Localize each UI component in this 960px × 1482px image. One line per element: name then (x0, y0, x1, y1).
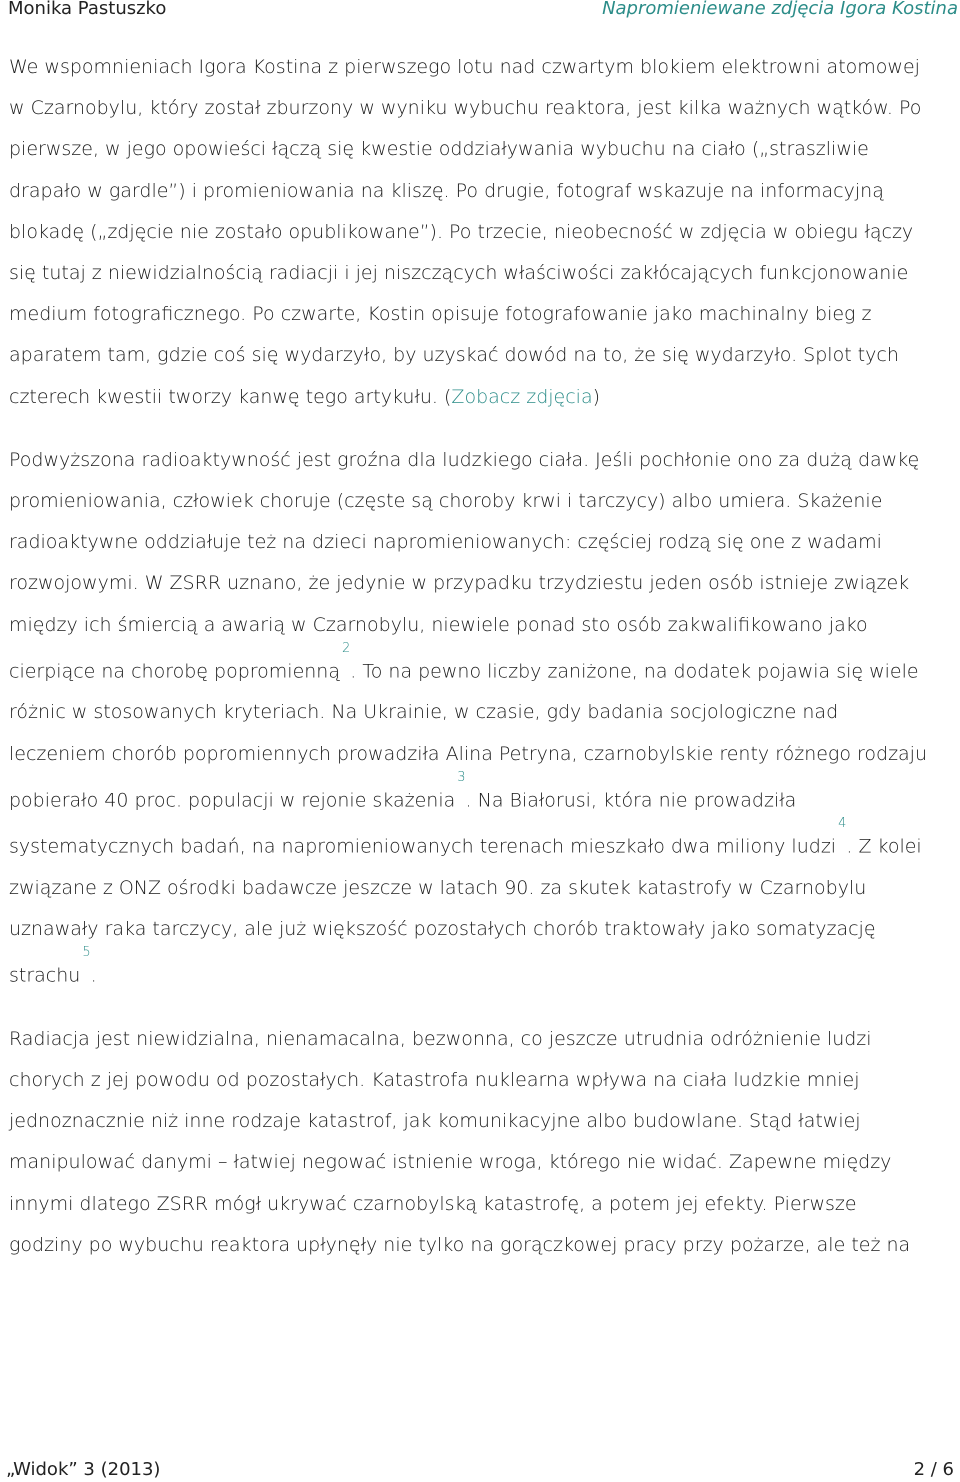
paragraph-3-text: Radiacja jest niewidzialna, nienamacalna, bezwonna, co jeszcze utrudnia odróżnienie ludzi chorych z jej powodu od pozostałych. Katastrofa nuklearna wpływa na ciała ludzkie mniej jednoznacznie niż inne rodzaje katastrof, jak komunikacyjne albo budowlane. Stąd łatwiej manipulować danymi – łatwiej negować istnienie wroga, którego nie widać. Zapewne między innymi dlatego ZSRR mógł ukrywać czarnobylską katastrofę, a potem jej efekty. Pierwsze godziny po wybuchu reaktora upłynęły nie tylko na gorączkowej pracy przy pożarze, ale też na (9, 1027, 911, 1256)
paragraph-2-part3: . Na Białorusi, która nie prowadziła systematycznych badań, na napromieniowanych terenach mieszkało dwa miliony ludzi (9, 789, 837, 858)
footnote-ref-2[interactable]: 2 (342, 640, 351, 656)
link-open-paren: ( (444, 385, 452, 408)
paragraph-2-part5: . (90, 964, 97, 987)
article-body (9, 47, 929, 1288)
paragraph-3 (9, 1019, 929, 1266)
paragraph-2 (9, 440, 929, 997)
link-close-paren: ) (592, 385, 601, 408)
paragraph-1-text: We wspomnieniach Igora Kostina z pierwszego lotu nad czwartym blokiem elektrowni atomowej w Czarnobylu, który został zburzony w wyniku wybuchu reaktora, jest kilka ważnych wątków. Po pierwsze, w jego opowieści łączą się kwestie oddziaływania wybuchu na ciało („straszliwie drapało w gardle”) i promieniowania na kliszę. Po drugie, fotograf wskazuje na informacyjną blokadę („zdjęcie nie zostało opublikowane”). Po trzecie, nieobecność w zdjęcia w obiegu łączy się tutaj z niewidzialnością radiacji i jej niszczących właściwości zakłócających funkcjonowanie medium fotograficznego. Po czwarte, Kostin opisuje fotografowanie jako machinalny bieg z aparatem tam, gdzie coś się wydarzyło, by uzyskać dowód na to, że się wydarzyło. Splot tych czterech kwestii tworzy kanwę tego artykułu. (9, 56, 922, 408)
paragraph-1 (9, 47, 929, 418)
paragraph-2-part2: . To na pewno liczby zaniżone, na dodatek pojawia się wiele różnic w stosowanych kryteriach. Na Ukrainie, w czasie, gdy badania socjologiczne nad leczeniem chorób popromiennych prowadziła Alina Petryna, czarnobylskie renty różnego rodzaju pobierało 40 proc. populacji w rejonie skażenia (9, 660, 928, 812)
footer-page-number: 2 / 6 (913, 1459, 954, 1480)
footnote-ref-3[interactable]: 3 (457, 769, 466, 785)
header-author: Monika Pastuszko (8, 0, 167, 19)
paragraph-2-part1: Podwyższona radioaktywność jest groźna dla ludzkiego ciała. Jeśli pochłonie ono za dużą dawkę promieniowania, człowiek choruje (częste są choroby krwi i tarczycy) albo umiera. Skażenie radioaktywne oddziałuje też na dzieci napromieniowanych: częściej rodzą się one z wadami rozwojowymi. W ZSRR uznano, że jedynie w przypadku trzydziestu jeden osób istnieje związek między ich śmiercią a awarią w Czarnobylu, niewiele ponad sto osób zakwalifikowano jako cierpiące na chorobę popromienną (9, 448, 920, 683)
footnote-ref-4[interactable]: 4 (838, 816, 847, 832)
see-photos-link[interactable]: Zobacz zdjęcia (451, 385, 593, 408)
header-title: Napromieniewane zdjęcia Igora Kostina (602, 0, 958, 19)
paragraph-2-part4: . Z kolei związane z ONZ ośrodki badawcze jeszcze w latach 90. za skutek katastrofy w Czarnobylu uznawały raka tarczycy, ale już większość pozostałych chorób traktowały jako somatyzację strachu (9, 835, 922, 987)
footer-journal: „Widok” 3 (2013) (6, 1459, 161, 1480)
footnote-ref-5[interactable]: 5 (82, 945, 91, 961)
